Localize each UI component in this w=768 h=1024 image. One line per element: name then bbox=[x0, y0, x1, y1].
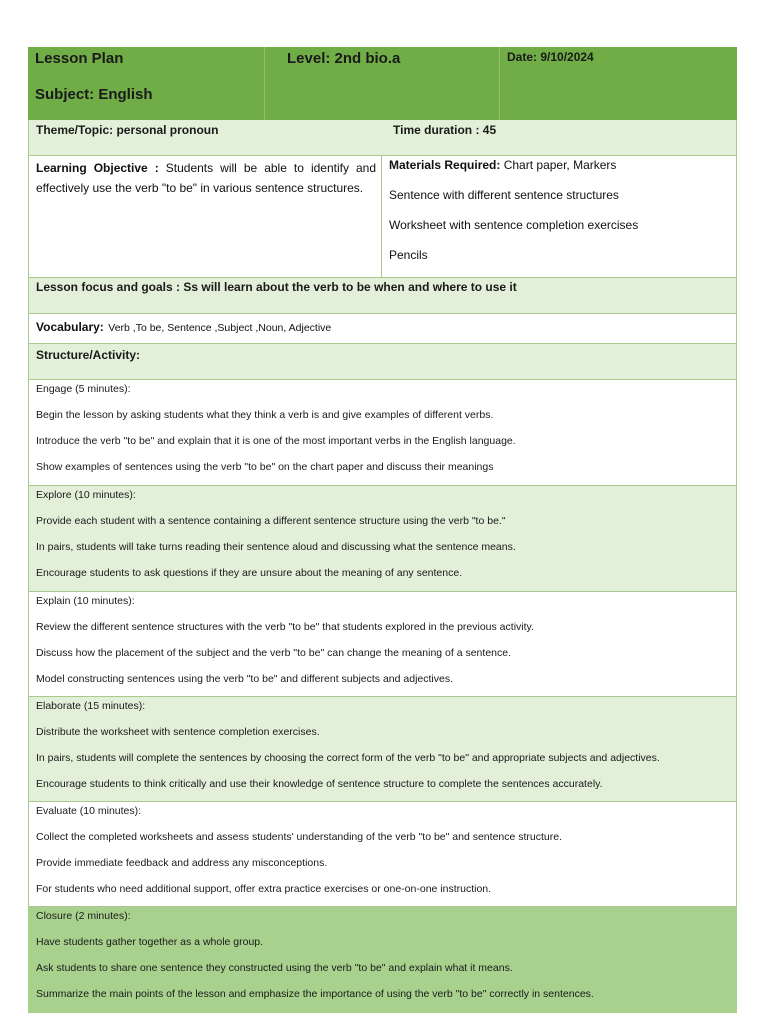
section-line: Review the different sentence structures with the verb "to be" that students explored in the previous activity. bbox=[36, 621, 534, 633]
lesson-focus: Lesson focus and goals : Ss will learn about the verb to be when and where to use it bbox=[36, 280, 517, 294]
section-line: Encourage students to ask questions if they are unsure about the meaning of any sentence. bbox=[36, 567, 463, 579]
vocabulary-text: Verb ,To be, Sentence ,Subject ,Noun, Adjective bbox=[108, 322, 332, 334]
materials-item: Pencils bbox=[389, 248, 428, 262]
vocabulary bbox=[36, 318, 331, 336]
theme-topic: Theme/Topic: personal pronoun bbox=[36, 123, 219, 137]
level-label: Level: 2nd bio.a bbox=[287, 50, 401, 67]
section-line: Provide immediate feedback and address any misconceptions. bbox=[36, 857, 328, 869]
section-title: Engage (5 minutes): bbox=[36, 383, 131, 395]
materials-first-line bbox=[389, 158, 616, 172]
topic-row bbox=[28, 120, 737, 156]
header-cell-lesson bbox=[28, 47, 265, 120]
section-line: In pairs, students will take turns reading their sentence aloud and discussing what the sentence means. bbox=[36, 541, 516, 553]
section-line: Provide each student with a sentence containing a different sentence structure using the verb "to be." bbox=[36, 515, 506, 527]
section-title: Elaborate (15 minutes): bbox=[36, 700, 146, 712]
focus-row bbox=[28, 278, 737, 314]
section-closure bbox=[28, 907, 737, 1013]
materials-first: Chart paper, Markers bbox=[503, 158, 617, 172]
lesson-plan-title: Lesson Plan bbox=[35, 50, 124, 67]
section-elaborate bbox=[28, 697, 737, 802]
subject-label: Subject: English bbox=[35, 86, 153, 103]
section-line: Show examples of sentences using the verb "to be" on the chart paper and discuss their meanings bbox=[36, 461, 494, 473]
section-line: Begin the lesson by asking students what they think a verb is and give examples of different verbs. bbox=[36, 409, 494, 421]
section-title: Evaluate (10 minutes): bbox=[36, 805, 142, 817]
date-label: Date: 9/10/2024 bbox=[507, 50, 594, 64]
learning-objective bbox=[36, 158, 376, 198]
header-cell-date bbox=[500, 47, 737, 120]
vocabulary-row bbox=[28, 314, 737, 344]
structure-label: Structure/Activity: bbox=[36, 348, 141, 362]
section-line: Have students gather together as a whole group. bbox=[36, 936, 264, 948]
section-line: Discuss how the placement of the subject and the verb "to be" can change the meaning of a sentence. bbox=[36, 647, 512, 659]
section-title: Explore (10 minutes): bbox=[36, 489, 136, 501]
section-explain bbox=[28, 592, 737, 697]
section-line: In pairs, students will complete the sentences by choosing the correct form of the verb "to be" and appropriate subjects and adjectives. bbox=[36, 752, 660, 764]
section-title: Explain (10 minutes): bbox=[36, 595, 135, 607]
structure-row bbox=[28, 344, 737, 380]
section-line: Model constructing sentences using the verb "to be" and different subjects and adjectives. bbox=[36, 673, 454, 685]
header-row bbox=[28, 47, 737, 120]
section-line: Encourage students to think critically and use their knowledge of sentence structure to complete the sentences accurately. bbox=[36, 778, 603, 790]
section-explore bbox=[28, 486, 737, 592]
objective-label: Learning Objective : bbox=[36, 161, 159, 175]
section-engage bbox=[28, 380, 737, 486]
section-title: Closure (2 minutes): bbox=[36, 910, 131, 922]
header-cell-level bbox=[265, 47, 500, 120]
section-line: Distribute the worksheet with sentence completion exercises. bbox=[36, 726, 320, 738]
section-line: Summarize the main points of the lesson and emphasize the importance of using the verb "to be" correctly in sentences. bbox=[36, 988, 594, 1000]
section-line: Collect the completed worksheets and assess students' understanding of the verb "to be" and sentence structure. bbox=[36, 831, 563, 843]
section-evaluate bbox=[28, 802, 737, 907]
lesson-plan-table bbox=[28, 47, 737, 1013]
time-duration: Time duration : 45 bbox=[393, 123, 497, 137]
materials-item: Sentence with different sentence structures bbox=[389, 188, 619, 202]
materials-item: Worksheet with sentence completion exercises bbox=[389, 218, 639, 232]
materials-label: Materials Required: bbox=[389, 158, 501, 172]
objective-text: Students will be able to identify and effectively use the verb "to be" in various sentence structures. bbox=[36, 161, 377, 195]
section-line: Ask students to share one sentence they constructed using the verb "to be" and explain what it means. bbox=[36, 962, 513, 974]
vocabulary-label: Vocabulary: bbox=[36, 320, 104, 334]
objective-materials-row bbox=[28, 156, 737, 278]
section-line: For students who need additional support, offer extra practice exercises or one-on-one instruction. bbox=[36, 883, 492, 895]
objective-cell bbox=[29, 156, 382, 277]
section-line: Introduce the verb "to be" and explain that it is one of the most important verbs in the English language. bbox=[36, 435, 516, 447]
